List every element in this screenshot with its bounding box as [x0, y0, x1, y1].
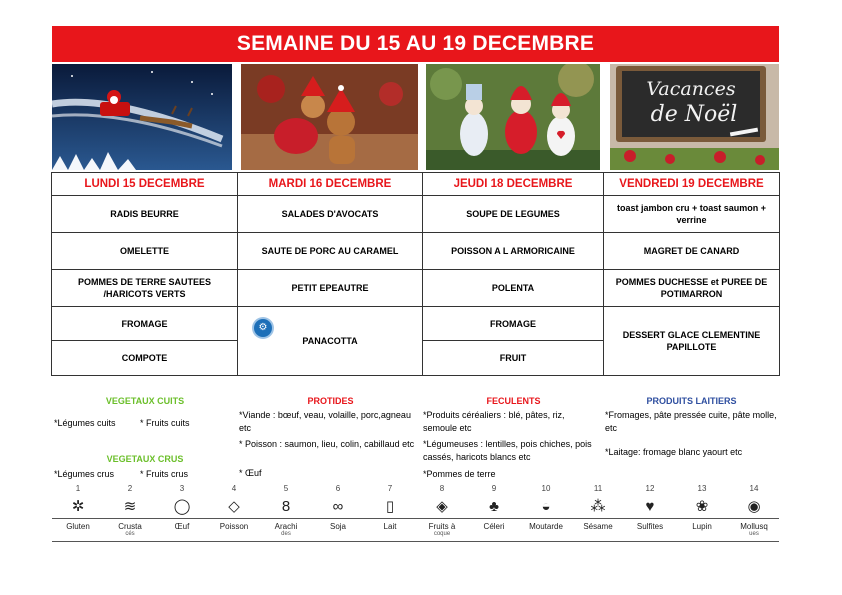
jeudi-fromage: FROMAGE: [423, 307, 604, 341]
allergen-8: [416, 484, 468, 544]
peanut-icon: 8: [281, 497, 291, 515]
allergen-sublabel: cés: [125, 531, 135, 537]
vendredi-accompagnement: POMMES DUCHESSE et PUREE DE POTIMARRON: [604, 270, 780, 307]
allergen-number: 14: [749, 484, 759, 493]
vacances-line2: de Noël: [650, 102, 738, 127]
vacances-de-noel-image: [610, 64, 779, 170]
legend-fruits-crus: * Fruits crus: [140, 469, 189, 479]
vendredi-dessert: DESSERT GLACE CLEMENTINE PAPILLOTE: [604, 307, 780, 376]
soy-icon: ∞: [332, 497, 344, 515]
legend-fruits-cuits: * Fruits cuits: [140, 418, 190, 428]
celery-icon: ♣: [489, 497, 499, 515]
allergen-sublabel: coque: [433, 531, 451, 537]
lundi-dessert: COMPOTE: [52, 341, 238, 376]
allergen-label: Sésame: [583, 522, 613, 531]
allergen-sublabel: ues: [749, 531, 759, 537]
allergen-1: [52, 484, 104, 544]
allergen-6: [312, 484, 364, 544]
allergens-strip: [52, 484, 779, 544]
allergen-number: 10: [541, 484, 551, 493]
lundi-entree: RADIS BEURRE: [52, 196, 238, 233]
legend-vegetaux-crus-title: VEGETAUX CRUS: [106, 454, 184, 464]
day-header-vendredi: VENDREDI 19 DECEMBRE: [604, 173, 780, 196]
santa-sleigh-image: [52, 64, 232, 170]
mardi-accompagnement: PETIT EPEAUTRE: [238, 270, 423, 307]
allergen-label: Arachi: [274, 522, 298, 531]
legend-laitiers-fromages: *Fromages, pâte pressée cuite, pâte molle, etc: [605, 410, 777, 433]
christmas-dolls-image: [426, 64, 600, 170]
jeudi-entree: SOUPE DE LEGUMES: [423, 196, 604, 233]
egg-icon: ◯: [173, 498, 191, 515]
allergen-3: [156, 484, 208, 544]
legend-feculents-title: FECULENTS: [486, 396, 541, 406]
crab-icon: ≋: [123, 498, 137, 515]
allergen-label: Gluten: [66, 522, 90, 531]
allergen-number: 13: [697, 484, 707, 493]
allergen-label: Sulfites: [636, 522, 664, 531]
allergen-number: 4: [231, 484, 237, 493]
allergen-label: Lupin: [692, 522, 712, 531]
mardi-dessert: PANACOTTA: [302, 336, 358, 346]
lundi-plat: OMELETTE: [52, 233, 238, 270]
lundi-fromage: FROMAGE: [52, 307, 238, 341]
legend-legumes-crus: *Légumes crus: [54, 469, 115, 479]
legend-protides-viande: *Viande : bœuf, veau, volaille, porc,agneau etc: [239, 410, 411, 433]
sulfite-icon: ♥: [645, 497, 655, 515]
mardi-entree: SALADES D'AVOCATS: [238, 196, 423, 233]
vendredi-entree: toast jambon cru + toast saumon + verrine: [604, 196, 780, 233]
day-header-jeudi: JEUDI 18 DECEMBRE: [423, 173, 604, 196]
allergen-11: [572, 484, 624, 544]
allergen-5: [260, 484, 312, 544]
wheat-icon: ✲: [71, 498, 85, 515]
jeudi-accompagnement: POLENTA: [423, 270, 604, 307]
allergen-label: Lait: [383, 522, 397, 531]
legend-protides-poisson: * Poisson : saumon, lieu, colin, cabillaud etc: [239, 439, 415, 449]
allergen-7: [364, 484, 416, 544]
legend-laitiers-title: PRODUITS LAITIERS: [646, 396, 737, 406]
allergen-number: 9: [491, 484, 497, 493]
allergen-label: Crusta: [118, 522, 142, 531]
weekly-menu-table: [51, 172, 780, 376]
legend-feculents-legumineuses: *Légumeuses : lentilles, pois chiches, pois cassés, haricots blancs etc: [423, 439, 592, 462]
allergen-10: [520, 484, 572, 544]
allergen-2: [104, 484, 156, 544]
allergen-4: [208, 484, 260, 544]
allergen-number: 1: [75, 484, 81, 493]
vacances-line1: Vacances: [646, 78, 736, 100]
allergen-number: 2: [127, 484, 133, 493]
sesame-icon: ⁂: [590, 498, 606, 515]
lupin-icon: ❀: [695, 498, 709, 515]
allergen-label: Œuf: [174, 522, 190, 531]
gingerbread-image: [241, 64, 418, 170]
allergen-label: Poisson: [219, 522, 249, 531]
allergen-label: Mollusq: [740, 522, 768, 531]
legend-vegetaux-cuits-title: VEGETAUX CUITS: [105, 396, 185, 406]
allergen-14: [728, 484, 780, 544]
day-header-lundi: LUNDI 15 DECEMBRE: [52, 173, 238, 196]
legend-laitiers-laitage: *Laitage: fromage blanc yaourt etc: [605, 447, 743, 457]
mustard-icon: ◒: [541, 497, 551, 515]
nut-icon: ◈: [436, 498, 448, 515]
day-header-mardi: MARDI 16 DECEMBRE: [238, 173, 423, 196]
mollusc-icon: ◉: [747, 498, 761, 515]
legend-protides-oeuf: * Œuf: [239, 468, 262, 478]
mardi-dessert-cell: [238, 307, 423, 376]
allergen-number: 8: [439, 484, 445, 493]
page-title: SEMAINE DU 15 AU 19 DECEMBRE: [52, 26, 779, 62]
allergen-number: 11: [593, 484, 603, 493]
allergen-number: 5: [283, 484, 289, 493]
vendredi-plat: MAGRET DE CANARD: [604, 233, 780, 270]
allergen-number: 7: [387, 484, 393, 493]
allergen-label: Fruits à: [428, 522, 456, 531]
legend-protides-title: PROTIDES: [307, 396, 354, 406]
legend-feculents-cereales: *Produits céréaliers : blé, pâtes, riz, semoule etc: [423, 410, 565, 433]
allergen-label: Moutarde: [529, 522, 563, 531]
jeudi-dessert: FRUIT: [423, 341, 604, 376]
jeudi-plat: POISSON A L ARMORICAINE: [423, 233, 604, 270]
fish-icon: ◇: [228, 498, 240, 515]
allergen-12: [624, 484, 676, 544]
legend-feculents-pommes: *Pommes de terre: [423, 469, 496, 479]
badge-icon: ⚙: [254, 319, 272, 337]
mardi-plat: SAUTE DE PORC AU CARAMEL: [238, 233, 423, 270]
allergen-label: Soja: [329, 522, 346, 531]
allergen-sublabel: des: [281, 531, 291, 537]
legend-legumes-cuits: *Légumes cuits: [54, 418, 116, 428]
allergen-9: [468, 484, 520, 544]
milk-icon: ▯: [385, 498, 395, 515]
allergen-number: 3: [179, 484, 185, 493]
allergen-number: 6: [335, 484, 341, 493]
allergen-number: 12: [645, 484, 655, 493]
allergen-13: [676, 484, 728, 544]
lundi-accompagnement: POMMES DE TERRE SAUTEES /HARICOTS VERTS: [52, 270, 238, 307]
allergen-label: Céleri: [483, 522, 505, 531]
